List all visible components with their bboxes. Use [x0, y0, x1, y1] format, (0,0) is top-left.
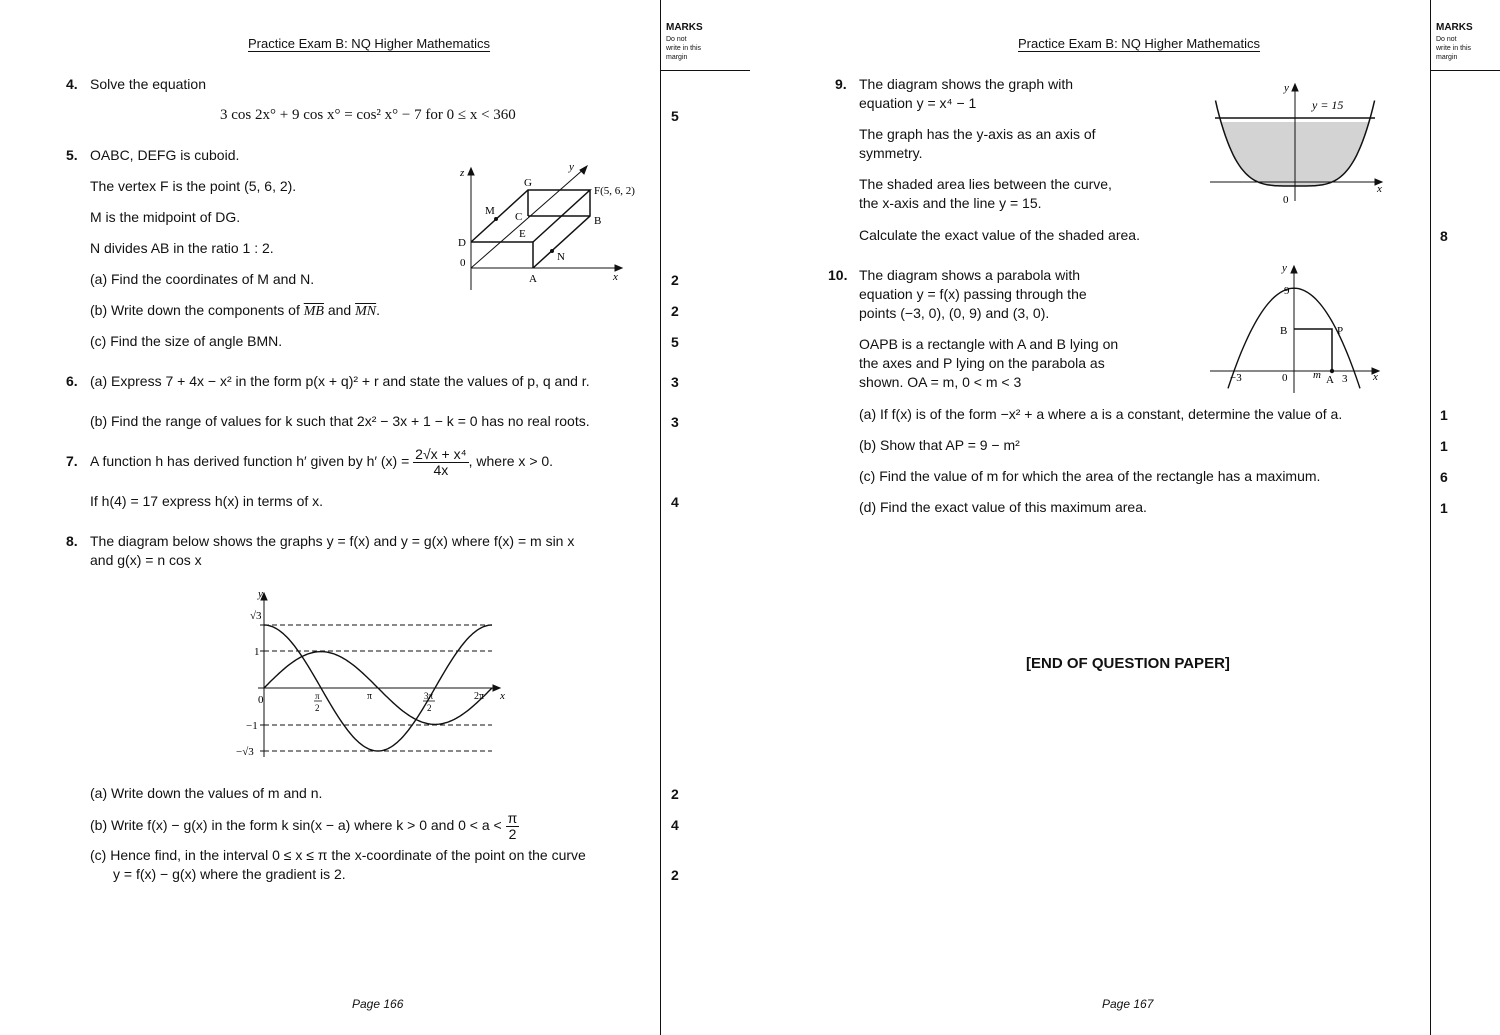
question-text: Solve the equation [90, 76, 206, 92]
tick-label: 9 [1284, 285, 1290, 297]
marks-heading: MARKS [1436, 22, 1473, 33]
fraction [413, 447, 468, 478]
tick-label: 0 [1282, 372, 1288, 384]
question-text [90, 444, 553, 478]
question-part [90, 301, 380, 321]
vertex-label: E [519, 228, 526, 240]
mark-value: 1 [1440, 407, 1448, 423]
part-text: (b) Write f(x) − g(x) in the form k sin(x − a) where k > 0 and 0 < a < [90, 817, 502, 833]
fraction [506, 811, 520, 842]
vector-label: $\overline{MN}$ [355, 304, 377, 319]
vertex-label: M [485, 205, 495, 217]
margin-divider [1430, 0, 1431, 1035]
question-part [90, 808, 519, 842]
tick-label: 1 [254, 646, 260, 658]
mark-value: 1 [1440, 500, 1448, 516]
vertex-label: B [1280, 325, 1288, 337]
margin-divider [660, 0, 661, 1035]
tick-label: π [367, 691, 373, 702]
fraction-denominator: 2 [508, 825, 517, 842]
tick-label: √3 [250, 610, 262, 622]
question-text: The vertex F is the point (5, 6, 2). [90, 178, 297, 194]
question-part: (c) Find the value of m for which the area of the rectangle has a maximum. [859, 468, 1321, 484]
tick-label: −√3 [236, 746, 254, 758]
question-number: 10. [828, 267, 848, 283]
fraction-numerator: π [507, 809, 518, 826]
mark-value: 8 [1440, 228, 1448, 244]
question-part: (a) If f(x) is of the form −x² + a where a is a constant, determine the value of a. [859, 406, 1343, 422]
tick-label: 0 [258, 694, 264, 706]
tick-label: 3π [424, 691, 434, 701]
vertex-label: B [594, 215, 602, 227]
mark-value: 2 [671, 867, 679, 883]
page-header: Practice Exam B: NQ Higher Mathematics [248, 36, 491, 51]
question-part: (c) Find the size of angle BMN. [90, 333, 283, 349]
mark-value: 5 [671, 334, 679, 350]
mark-value: 4 [671, 494, 679, 510]
question-part: (b) Show that AP = 9 − m² [859, 437, 1020, 453]
axis-label: y [1282, 262, 1287, 274]
question-part: (d) Find the exact value of this maximum area. [859, 499, 1147, 515]
question-text-part: A function h has derived function h′ given by h′ (x) = [90, 453, 410, 469]
tick-label: −3 [1230, 372, 1242, 384]
vertex-label: N [557, 251, 565, 263]
margin-header-rule [660, 70, 750, 71]
vertex-label: G [524, 177, 532, 189]
question-text: If h(4) = 17 express h(x) in terms of x. [90, 493, 324, 509]
question-number: 8. [66, 533, 78, 549]
question-text: symmetry. [859, 145, 923, 161]
tick-label: π [315, 691, 320, 701]
margin-note-line: Do not [1436, 36, 1457, 43]
tick-label: 2 [427, 703, 432, 713]
question-text: points (−3, 0), (0, 9) and (3, 0). [859, 305, 1050, 321]
y-arrow-icon [580, 166, 587, 174]
question-text: equation y = f(x) passing through the [859, 286, 1087, 302]
origin-label: 0 [1283, 194, 1289, 206]
point-m [494, 217, 498, 221]
question-number: 6. [66, 373, 78, 389]
axis-label: x [500, 690, 505, 702]
question-text: The graph has the y-axis as an axis of [859, 126, 1096, 142]
axis-label: x [613, 271, 618, 283]
part-text: (b) Write down the components of [90, 302, 304, 318]
margin-note [1436, 35, 1471, 62]
margin-header-rule [1430, 70, 1500, 71]
question-number: 9. [835, 76, 847, 92]
page-number: Page 166 [352, 997, 404, 1011]
question-text: Calculate the exact value of the shaded area. [859, 227, 1140, 243]
question-number: 4. [66, 76, 78, 92]
margin-note-line: write in this [1436, 45, 1472, 52]
question-part: (a) Write down the values of m and n. [90, 785, 323, 801]
vertex-label: 0 [460, 257, 466, 269]
question-text: The shaded area lies between the curve, [859, 176, 1112, 192]
tick-label: 2π [474, 691, 485, 702]
equation: 3 cos 2x° + 9 cos x° = cos² x° − 7 for 0 ≤ x < 360 [220, 107, 516, 123]
part-text: and [323, 302, 356, 318]
mark-value: 2 [671, 303, 679, 319]
margin-note-line: write in this [666, 45, 702, 52]
vertex-label: D [458, 237, 466, 249]
margin-note [666, 35, 701, 62]
page-header: Practice Exam B: NQ Higher Mathematics [1018, 36, 1261, 51]
question-number: 5. [66, 147, 78, 163]
x-arrow-icon [493, 685, 500, 691]
question-text: OABC, DEFG is cuboid. [90, 147, 240, 163]
axis-label: x [1377, 183, 1382, 195]
vertex-label: C [515, 211, 523, 223]
question-text: the x-axis and the line y = 15. [859, 195, 1042, 211]
trig-graph [230, 585, 520, 765]
mark-value: 2 [671, 786, 679, 802]
margin-note-line: margin [1436, 54, 1458, 61]
parabola-graph [1205, 258, 1400, 398]
axis-label: x [1373, 371, 1378, 383]
point-n [550, 249, 554, 253]
question-part: (a) Express 7 + 4x − x² in the form p(x + q)² + r and state the values of p, q and r. [90, 373, 590, 389]
axis-label: y [569, 161, 574, 173]
end-of-paper: [END OF QUESTION PAPER] [1026, 655, 1230, 672]
mark-value: 4 [671, 817, 679, 833]
question-part: (c) Hence find, in the interval 0 ≤ x ≤ π the x-coordinate of the point on the curve [90, 847, 586, 863]
tick-label: −1 [246, 720, 258, 732]
vertex-label: A [529, 273, 537, 285]
question-text: N divides AB in the ratio 1 : 2. [90, 240, 274, 256]
axis-label: y [1284, 82, 1289, 94]
question-text: The diagram shows the graph with [859, 76, 1073, 92]
mark-value: 1 [1440, 438, 1448, 454]
vertex-label: A [1326, 374, 1334, 386]
mark-value: 3 [671, 414, 679, 430]
question-text: shown. OA = m, 0 < m < 3 [859, 374, 1022, 390]
question-text: and g(x) = n cos x [90, 552, 202, 568]
question-text: The diagram shows a parabola with [859, 267, 1081, 283]
question-text: The diagram below shows the graphs y = f(x) and y = g(x) where f(x) = m sin x [90, 533, 575, 549]
y-arrow-icon [1292, 84, 1298, 91]
y-arrow-icon [1291, 266, 1297, 273]
axis-label: z [460, 167, 465, 179]
question-text: equation y = x⁴ − 1 [859, 95, 977, 111]
question-number: 7. [66, 453, 78, 469]
question-text-part: , where x > 0. [468, 453, 554, 469]
axis-label: y [258, 588, 263, 600]
fraction-numerator: 2√x + x⁴ [415, 445, 467, 462]
point-a [1330, 369, 1334, 373]
mark-value: 6 [1440, 469, 1448, 485]
question-part: y = f(x) − g(x) where the gradient is 2. [113, 866, 346, 882]
question-text: M is the midpoint of DG. [90, 209, 241, 225]
page-number: Page 167 [1102, 997, 1154, 1011]
right-page [750, 0, 1500, 1035]
margin-note-line: margin [666, 54, 688, 61]
rectangle-oapb [1294, 329, 1332, 371]
question-text: OAPB is a rectangle with A and B lying on [859, 336, 1119, 352]
vector-label: $\overline{MB}$ [303, 304, 324, 319]
mark-value: 3 [671, 374, 679, 390]
vertex-label: P [1337, 325, 1344, 337]
vertex-label: F(5, 6, 2) [594, 185, 635, 197]
tick-label: m [1313, 369, 1321, 381]
marks-heading: MARKS [666, 22, 703, 33]
question-part: (a) Find the coordinates of M and N. [90, 271, 315, 287]
tick-label: 2 [315, 703, 320, 713]
question-part: (b) Find the range of values for k such that 2x² − 3x + 1 − k = 0 has no real roots. [90, 413, 590, 429]
cuboid-diagram [440, 158, 645, 293]
tick-label: 3 [1342, 373, 1348, 385]
part-text: . [376, 302, 380, 318]
cuboid-front-face [471, 242, 533, 268]
line-label: y = 15 [1312, 98, 1344, 112]
mark-value: 5 [671, 108, 679, 124]
quartic-graph [1205, 76, 1400, 211]
question-text: the axes and P lying on the parabola as [859, 355, 1105, 371]
mark-value: 2 [671, 272, 679, 288]
margin-note-line: Do not [666, 36, 687, 43]
fraction-denominator: 4x [433, 461, 449, 478]
z-arrow-icon [468, 168, 474, 175]
